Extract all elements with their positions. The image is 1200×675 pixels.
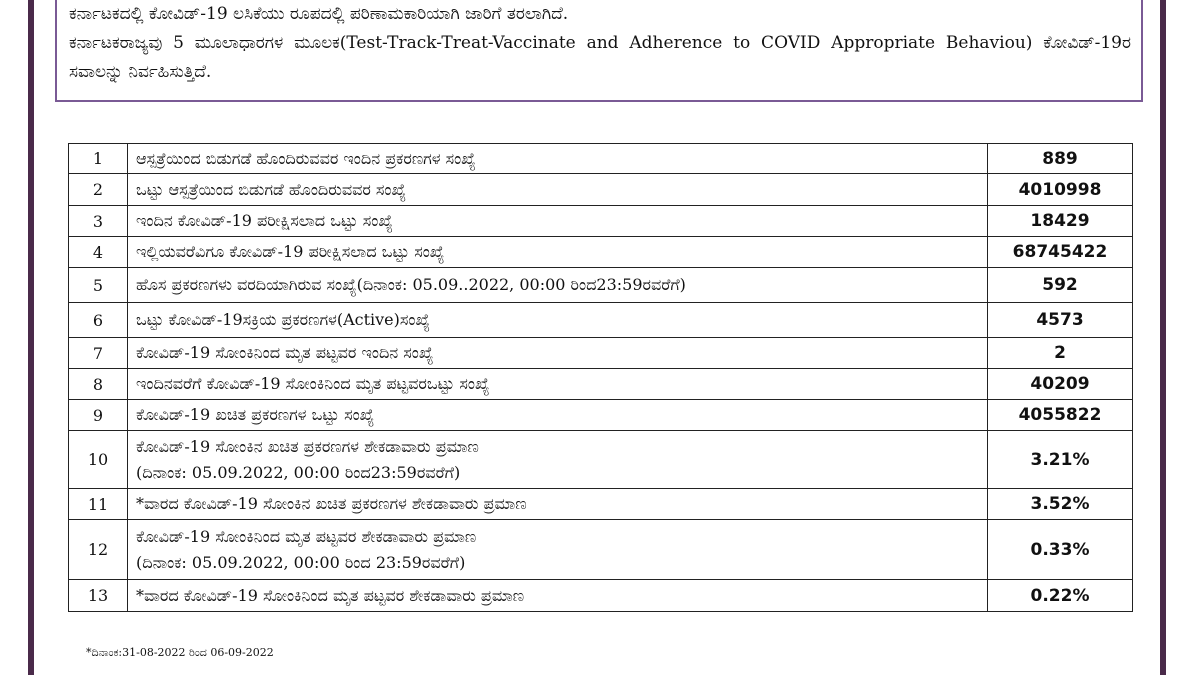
table-row — [69, 520, 1133, 580]
row-description-text: ಹೊಸ ಪ್ರಕರಣಗಳು ವರದಿಯಾಗಿರುವ ಸಂಖ್ಯೆ(ದಿನಾಂಕ: 05.09..2022, 00:00 ರಿಂದ23:59ರವರೆಗೆ) — [136, 275, 686, 294]
table-row — [69, 237, 1133, 268]
table-row — [69, 206, 1133, 237]
row-value: 4573 — [988, 303, 1133, 338]
row-description — [128, 144, 988, 174]
row-description — [128, 174, 988, 206]
row-number: 6 — [69, 303, 128, 338]
table-row — [69, 580, 1133, 612]
intro-line-1: ಕರ್ನಾಟಕದಲ್ಲಿ ಕೋವಿಡ್-19 ಲಸಿಕೆಯು ರೂಪದಲ್ಲಿ ಪರಿಣಾಮಕಾರಿಯಾಗಿ ಜಾರಿಗೆ ತರಲಾಗಿದೆ. — [69, 4, 569, 24]
row-description-date: (ದಿನಾಂಕ: 05.09.2022, 00:00 ರಿಂದ 23:59ರವರೆಗೆ) — [136, 552, 466, 572]
table-row — [69, 174, 1133, 206]
row-description-text: ಕೋವಿಡ್-19 ಸೋಂಕಿನಿಂದ ಮೃತ ಪಟ್ಟವರ ಶೇಕಡಾವಾರು ಪ್ರಮಾಣ — [136, 526, 477, 546]
table-row — [69, 303, 1133, 338]
row-value: 592 — [988, 268, 1133, 303]
row-description-text: ಇಂದಿನವರೆಗೆ ಕೋವಿಡ್-19 ಸೋಂಕಿನಿಂದ ಮೃತ ಪಟ್ಟವರಒಟ್ಟು ಸಂಖ್ಯೆ — [136, 374, 490, 393]
table-row — [69, 144, 1133, 174]
row-description-text: ಕೋವಿಡ್-19 ಸೋಂಕಿನಿಂದ ಮೃತ ಪಟ್ಟವರ ಇಂದಿನ ಸಂಖ್ಯೆ — [136, 343, 434, 362]
row-value: 4010998 — [988, 174, 1133, 206]
table-row — [69, 338, 1133, 369]
row-number: 10 — [69, 431, 128, 489]
row-description-text: ಒಟ್ಟು ಆಸ್ಪತ್ರೆಯಿಂದ ಬಿಡುಗಡೆ ಹೊಂದಿರುವವರ ಸಂಖ್ಯೆ — [136, 179, 406, 199]
row-description — [128, 237, 988, 268]
row-value: 0.33% — [988, 520, 1133, 580]
row-description-date: (ದಿನಾಂಕ: 05.09.2022, 00:00 ರಿಂದ23:59ರವರೆಗೆ) — [136, 462, 461, 482]
row-number: 4 — [69, 237, 128, 268]
row-number: 12 — [69, 520, 128, 580]
footnote: *ದಿನಾಂಕ:31-08-2022 ರಿಂದ 06-09-2022 — [86, 646, 274, 659]
row-number: 13 — [69, 580, 128, 612]
row-value: 68745422 — [988, 237, 1133, 268]
table-row — [69, 369, 1133, 400]
row-description-text: *ವಾರದ ಕೋವಿಡ್-19 ಸೋಂಕಿನ ಖಚಿತ ಪ್ರಕರಣಗಳ ಶೇಕಡಾವಾರು ಪ್ರಮಾಣ — [136, 494, 527, 513]
row-description — [128, 431, 988, 489]
row-value: 3.52% — [988, 489, 1133, 520]
row-description-text: ಕೋವಿಡ್-19 ಖಚಿತ ಪ್ರಕರಣಗಳ ಒಟ್ಟು ಸಂಖ್ಯೆ — [136, 405, 375, 424]
row-description — [128, 489, 988, 520]
row-number: 2 — [69, 174, 128, 206]
row-value: 889 — [988, 144, 1133, 174]
intro-box — [55, 0, 1143, 102]
page-border-left — [28, 0, 34, 675]
stats-table-body — [69, 144, 1133, 612]
page-border-right — [1160, 0, 1166, 675]
row-description — [128, 369, 988, 400]
table-row — [69, 431, 1133, 489]
row-number: 11 — [69, 489, 128, 520]
row-number: 9 — [69, 400, 128, 431]
row-number: 3 — [69, 206, 128, 237]
row-value: 0.22% — [988, 580, 1133, 612]
row-number: 7 — [69, 338, 128, 369]
row-number: 1 — [69, 144, 128, 174]
table-row — [69, 489, 1133, 520]
row-value: 3.21% — [988, 431, 1133, 489]
table-row — [69, 268, 1133, 303]
table-row — [69, 400, 1133, 431]
row-description-text: ಇಂದಿನ ಕೋವಿಡ್-19 ಪರೀಕ್ಷಿಸಲಾದ ಒಟ್ಟು ಸಂಖ್ಯೆ — [136, 211, 393, 230]
row-description-text: *ವಾರದ ಕೋವಿಡ್-19 ಸೋಂಕಿನಿಂದ ಮೃತ ಪಟ್ಟವರ ಶೇಕಡಾವಾರು ಪ್ರಮಾಣ — [136, 585, 525, 605]
row-value: 18429 — [988, 206, 1133, 237]
row-number: 5 — [69, 268, 128, 303]
row-description-text: ಇಲ್ಲಿಯವರೆವಿಗೂ ಕೋವಿಡ್-19 ಪರೀಕ್ಷಿಸಲಾದ ಒಟ್ಟು ಸಂಖ್ಯೆ — [136, 242, 445, 261]
row-description — [128, 520, 988, 580]
row-value: 4055822 — [988, 400, 1133, 431]
row-value: 40209 — [988, 369, 1133, 400]
row-number: 8 — [69, 369, 128, 400]
row-value: 2 — [988, 338, 1133, 369]
row-description-text: ಕೋವಿಡ್-19 ಸೋಂಕಿನ ಖಚಿತ ಪ್ರಕರಣಗಳ ಶೇಕಡಾವಾರು ಪ್ರಮಾಣ — [136, 436, 479, 456]
row-description-text: ಆಸ್ಪತ್ರೆಯಿಂದ ಬಿಡುಗಡೆ ಹೊಂದಿರುವವರ ಇಂದಿನ ಪ್ರಕರಣಗಳ ಸಂಖ್ಯೆ — [136, 148, 476, 168]
row-description — [128, 303, 988, 338]
row-description — [128, 338, 988, 369]
row-description — [128, 400, 988, 431]
row-description — [128, 580, 988, 612]
row-description — [128, 206, 988, 237]
row-description-text: ಒಟ್ಟು ಕೋವಿಡ್-19ಸಕ್ರಿಯ ಪ್ರಕರಣಗಳ(Active)ಸಂಖ್ಯೆ — [136, 310, 430, 329]
row-description — [128, 268, 988, 303]
covid-stats-table — [68, 143, 1133, 612]
intro-line-2: ಕರ್ನಾಟಕರಾಜ್ಯವು 5 ಮೂಲಾಧಾರಗಳ ಮೂಲಕ(Test-Track-Treat-Vaccinate and Adherence to COVID Appropriate Behaviou) ಕೋವಿಡ್-19ರ ಸವಾಲನ್ನು ನಿರ್ವಹಿಸುತ್ತಿದೆ. — [69, 33, 1131, 82]
